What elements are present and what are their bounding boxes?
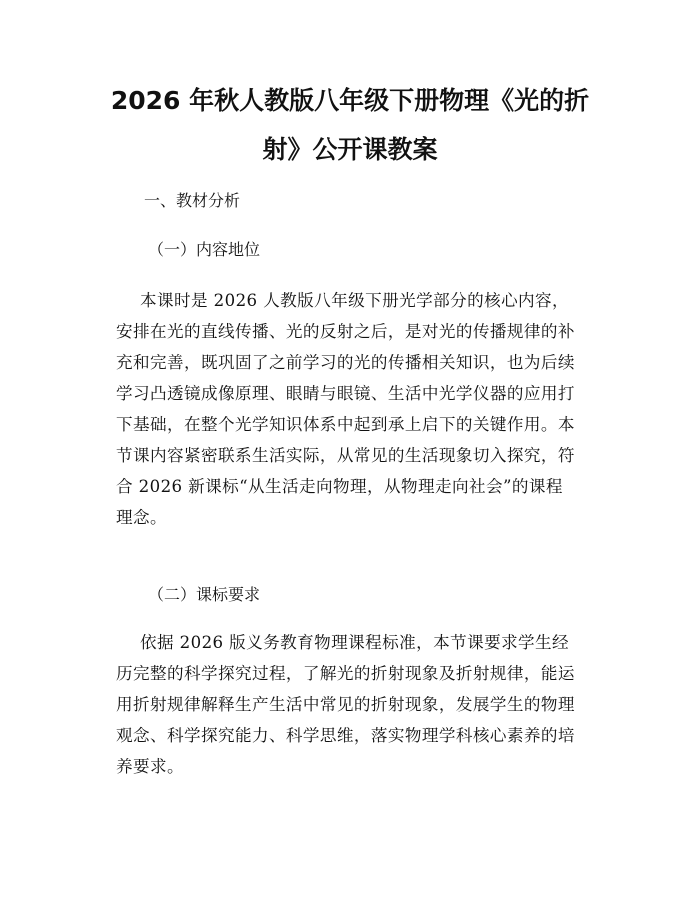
paragraph-line: 依据 2026 版义务教育物理课程标准，本节课要求学生经 [140,633,570,652]
paragraph-line: 安排在光的直线传播、光的反射之后，是对光的传播规律的补 [116,322,575,341]
section-heading-teaching-material-analysis: 一、教材分析 [144,191,241,210]
document-title-line-1: 2026 年秋人教版八年级下册物理《光的折 [110,86,590,115]
subsection-heading-content-position: （一）内容地位 [148,240,261,259]
paragraph-content-position [116,285,596,533]
paragraph-line: 用折射规律解释生产生活中常见的折射现象，发展学生的物理 [116,695,575,714]
paragraph-line: 观念、科学探究能力、科学思维，落实物理学科核心素养的培 [116,726,575,745]
paragraph-line: 本课时是 2026 人教版八年级下册光学部分的核心内容， [140,291,570,310]
paragraph-line: 合 2026 新课标“从生活走向物理，从物理走向社会”的课程 [116,477,563,496]
paragraph-line: 充和完善，既巩固了之前学习的光的传播相关知识，也为后续 [116,353,575,372]
paragraph-line: 学习凸透镜成像原理、眼睛与眼镜、生活中光学仪器的应用打 [116,384,575,403]
document-title-line-2: 射》公开课教案 [262,135,438,164]
paragraph-line: 下基础，在整个光学知识体系中起到承上启下的关键作用。本 [116,415,575,434]
subsection-heading-curriculum-requirements: （二）课标要求 [148,585,261,604]
paragraph-line: 历完整的科学探究过程，了解光的折射现象及折射规律，能运 [116,664,575,683]
paragraph-line: 节课内容紧密联系生活实际，从常见的生活现象切入探究，符 [116,446,575,465]
paragraph-line: 理念。 [116,508,167,527]
paragraph-curriculum-requirements [116,627,596,782]
paragraph-line: 养要求。 [116,757,184,776]
